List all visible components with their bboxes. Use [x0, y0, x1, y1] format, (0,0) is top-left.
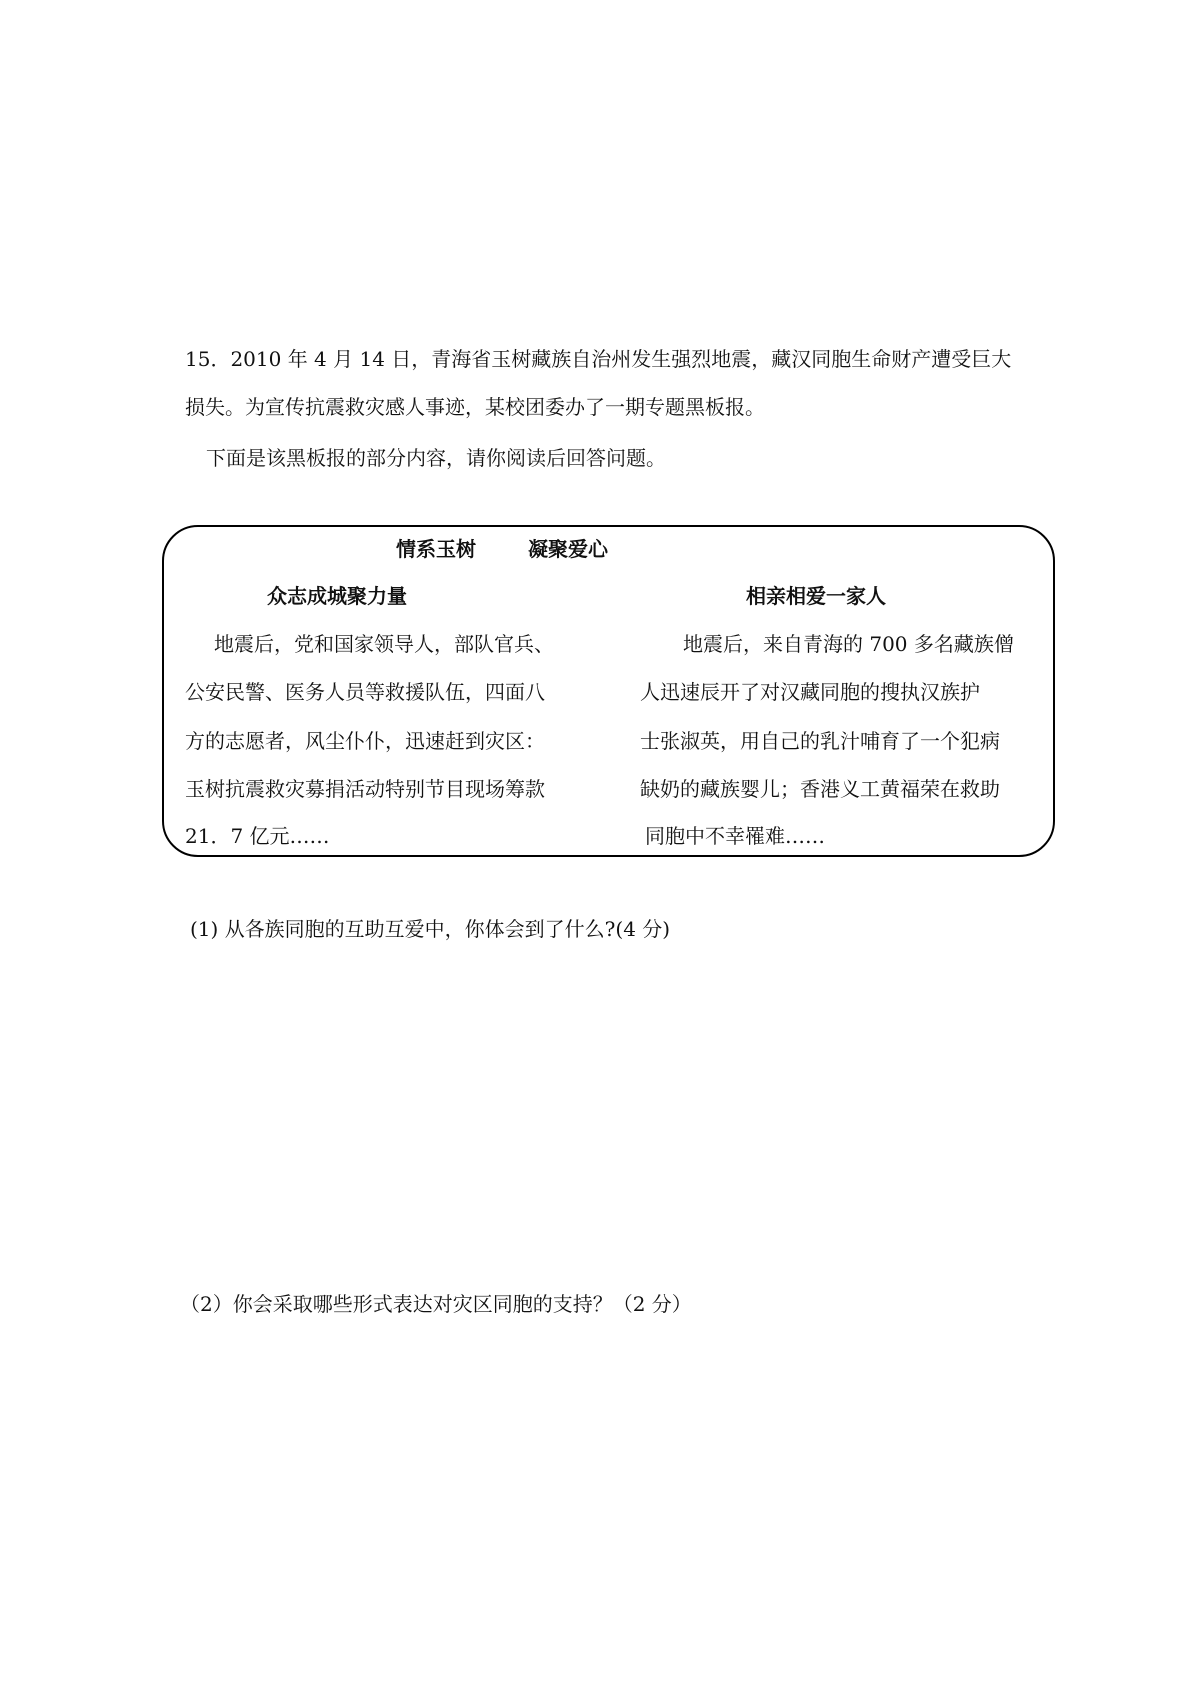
- left-column-heading: 众志成城聚力量: [267, 584, 407, 608]
- blackboard-title-part-1: 情系玉树: [396, 537, 476, 561]
- right-column-heading: 相亲相爱一家人: [746, 584, 886, 608]
- sub-question-2: （2）你会采取哪些形式表达对灾区同胞的支持？（2 分）: [180, 1292, 692, 1316]
- left-column-line: 方的志愿者，风尘仆仆，迅速赶到灾区：: [185, 729, 545, 753]
- question-line-2: 损失。为宣传抗震救灾感人事迹，某校团委办了一期专题黑板报。: [185, 395, 765, 419]
- right-column-line: 同胞中不幸罹难……: [645, 824, 825, 848]
- right-column-line: 地震后，来自青海的 700 多名藏族僧: [683, 632, 1014, 656]
- question-line-3: 下面是该黑板报的部分内容，请你阅读后回答问题。: [206, 446, 666, 470]
- left-column-line: 公安民警、医务人员等救援队伍，四面八: [185, 680, 545, 704]
- blackboard-title-part-2: 凝聚爱心: [528, 537, 608, 561]
- blackboard-title: [396, 535, 608, 563]
- answer-area-1[interactable]: [185, 960, 1045, 1260]
- question-line-1: 15．2010 年 4 月 14 日，青海省玉树藏族自治州发生强烈地震，藏汉同胞生命财产遭受巨大: [185, 347, 1012, 371]
- right-column-line: 士张淑英，用自己的乳汁哺育了一个犯病: [640, 729, 1000, 753]
- left-column-line: 21．7 亿元……: [185, 824, 330, 848]
- sub-question-1: (1) 从各族同胞的互助互爱中，你体会到了什么?(4 分): [190, 917, 671, 941]
- left-column-line: 玉树抗震救灾募捐活动特别节目现场筹款: [185, 777, 545, 801]
- right-column-line: 人迅速辰开了对汉藏同胞的搜执汉族护: [640, 680, 980, 704]
- left-column-line: 地震后，党和国家领导人，部队官兵、: [214, 632, 554, 656]
- right-column-line: 缺奶的藏族婴儿；香港义工黄福荣在救助: [640, 777, 1000, 801]
- answer-area-2[interactable]: [185, 1335, 1045, 1635]
